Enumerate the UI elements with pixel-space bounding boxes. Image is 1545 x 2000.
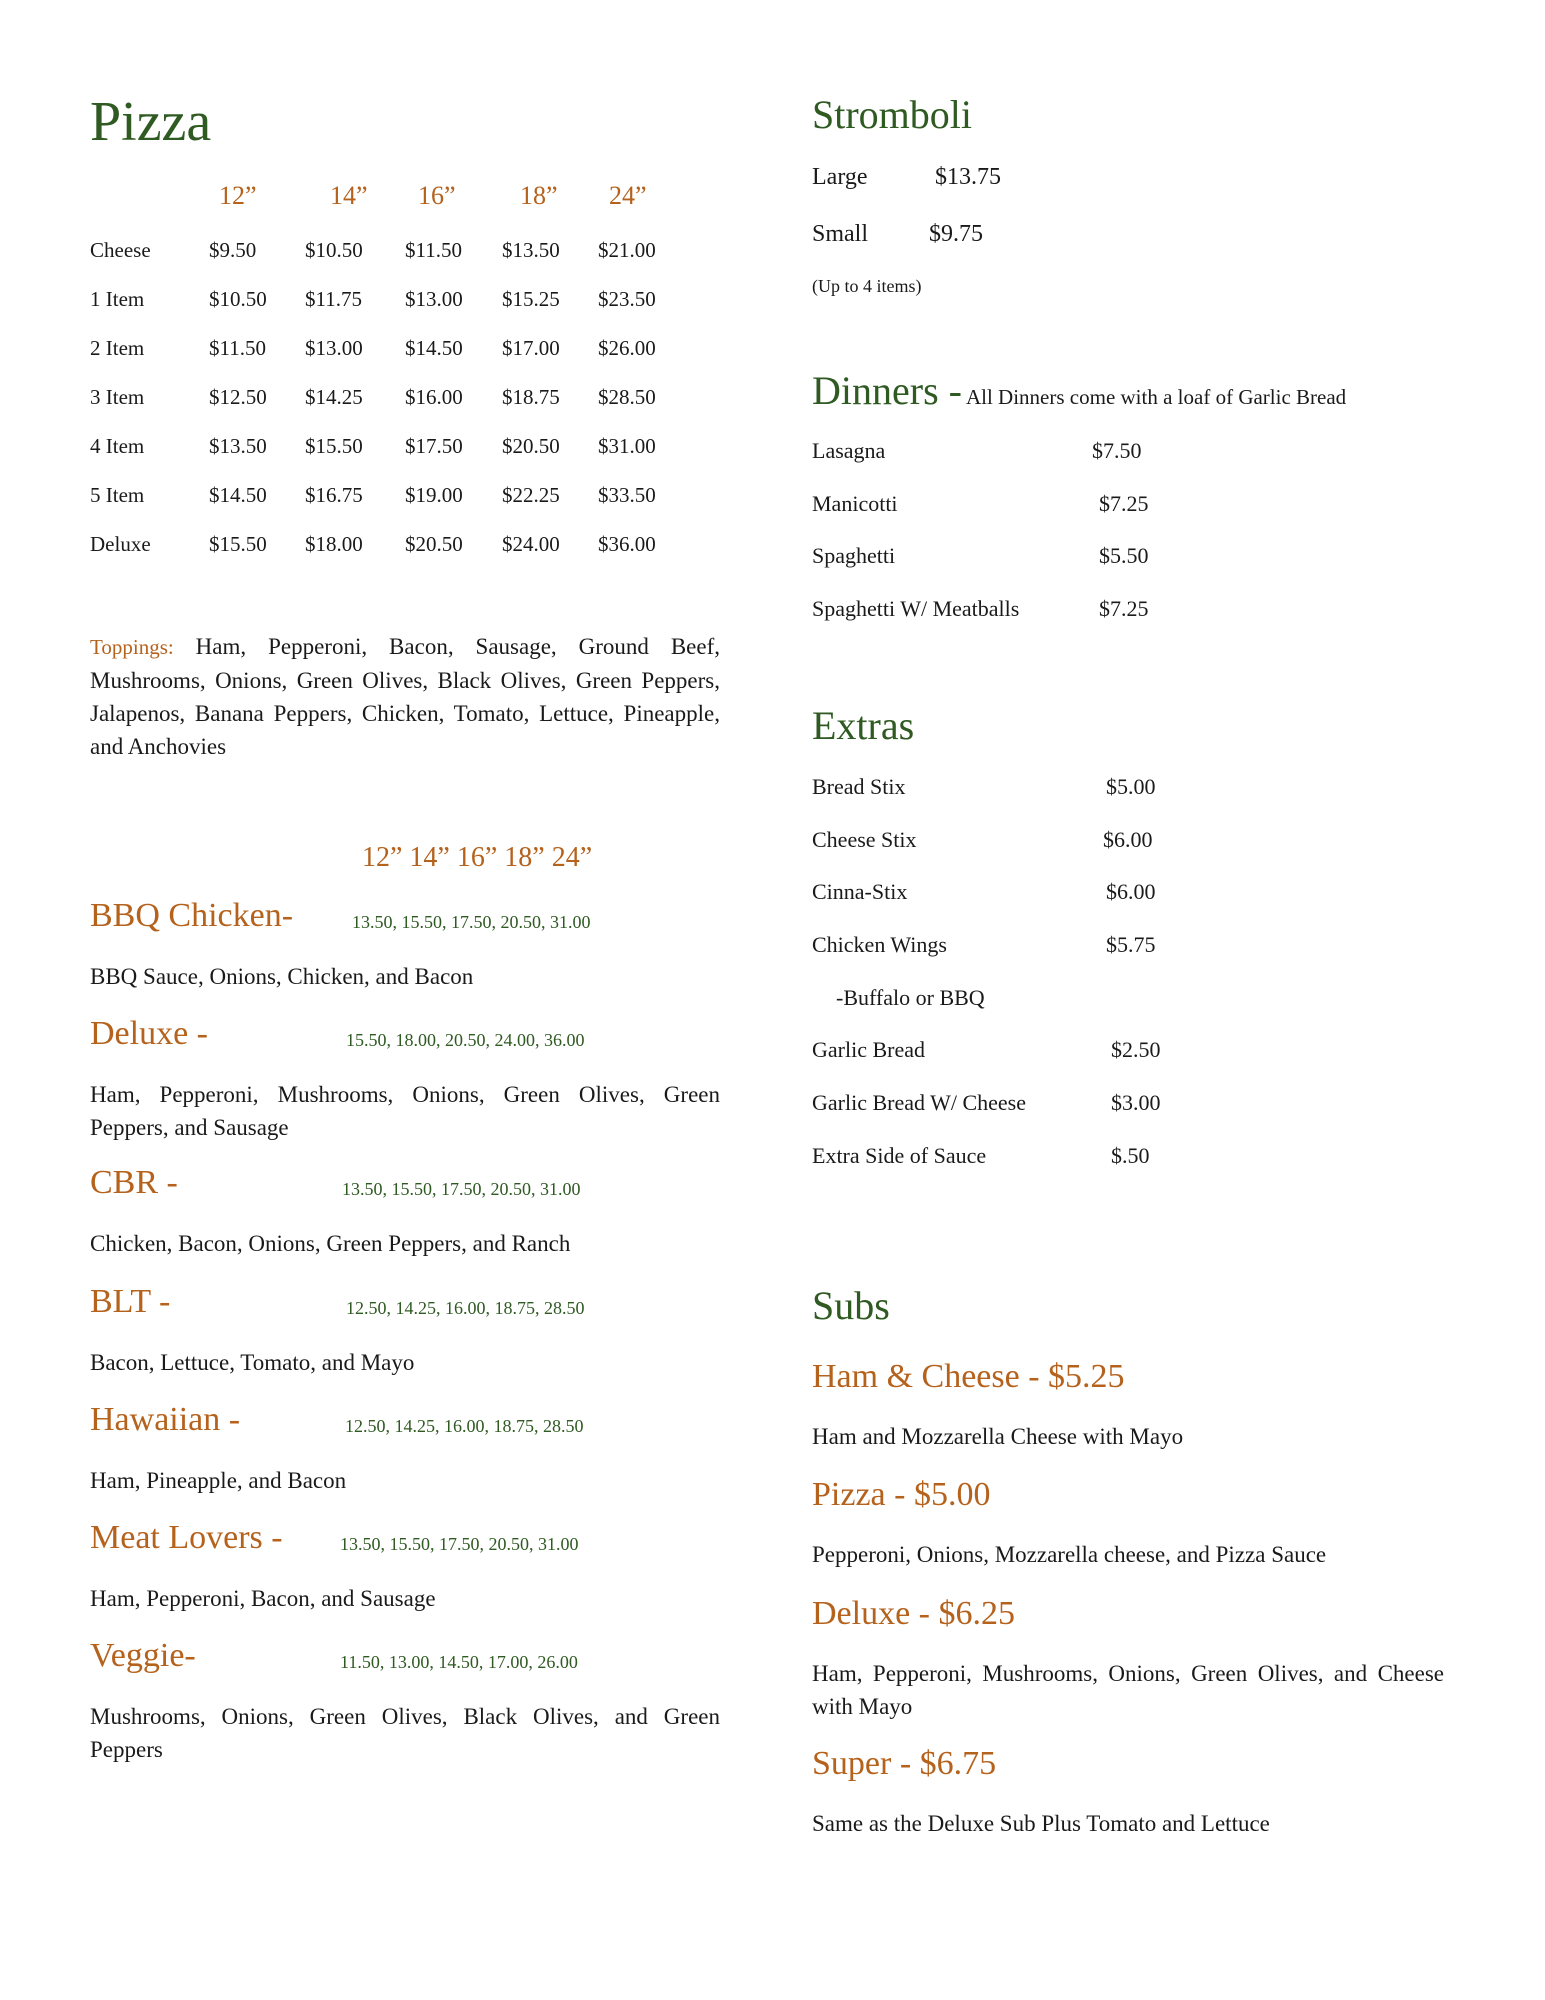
pizza-row-price: $22.25 <box>502 483 560 507</box>
stromboli-small-price: $9.75 <box>929 221 983 247</box>
size-12: 12” <box>219 181 257 210</box>
sub-name: Ham & Cheese - $5.25 <box>812 1358 1125 1395</box>
pizza-row-price: $10.50 <box>305 238 363 262</box>
specialty-prices: 12.50, 14.25, 16.00, 18.75, 28.50 <box>345 1416 584 1436</box>
pizza-row-price: $9.50 <box>209 238 257 262</box>
pizza-row-price: $19.00 <box>405 483 463 507</box>
specialty-name: BBQ Chicken- <box>90 897 294 934</box>
pizza-row-price: $14.50 <box>405 336 463 360</box>
specialty-description: Bacon, Lettuce, Tomato, and Mayo <box>90 1350 415 1375</box>
extra-item-price: $6.00 <box>1106 879 1156 904</box>
pizza-row-label: 1 Item <box>90 287 145 311</box>
dinners-subtitle: All Dinners come with a loaf of Garlic Bread <box>965 385 1347 409</box>
specialty-description: BBQ Sauce, Onions, Chicken, and Bacon <box>90 964 474 989</box>
specialty-name: Meat Lovers - <box>90 1519 283 1556</box>
dinners-title: Dinners - <box>812 368 962 413</box>
sub-name: Pizza - $5.00 <box>812 1476 991 1513</box>
pizza-row-price: $12.50 <box>209 385 267 409</box>
dinner-item-label: Lasagna <box>812 438 886 463</box>
pizza-row-label: Cheese <box>90 238 151 262</box>
pizza-row-price: $20.50 <box>405 532 463 556</box>
extra-item-label: Cheese Stix <box>812 827 917 852</box>
specialty-prices: 13.50, 15.50, 17.50, 20.50, 31.00 <box>352 912 591 932</box>
dinner-item-price: $5.50 <box>1099 543 1149 568</box>
sub-name: Deluxe - $6.25 <box>812 1595 1016 1632</box>
pizza-row-label: 3 Item <box>90 385 145 409</box>
pizza-row-price: $15.50 <box>305 434 363 458</box>
sub-description: Ham, Pepperoni, Mushrooms, Onions, Green Olives, and Cheese with Mayo <box>812 1661 1444 1719</box>
sub-description: Ham and Mozzarella Cheese with Mayo <box>812 1424 1184 1449</box>
extra-item-label: Garlic Bread W/ Cheese <box>812 1090 1027 1115</box>
extras-title: Extras <box>812 703 915 748</box>
pizza-row-price: $13.00 <box>305 336 363 360</box>
pizza-row-label: Deluxe <box>90 532 151 556</box>
extra-item-label: Chicken Wings <box>812 932 947 957</box>
toppings-paragraph <box>90 630 720 763</box>
specialty-description: Mushrooms, Onions, Green Olives, Black Olives, and Green Peppers <box>90 1704 720 1762</box>
pizza-row-price: $28.50 <box>598 385 656 409</box>
specialty-prices: 13.50, 15.50, 17.50, 20.50, 31.00 <box>340 1534 579 1554</box>
extra-item-price: $5.75 <box>1106 932 1156 957</box>
stromboli-small-label: Small <box>812 221 869 247</box>
specialty-prices: 11.50, 13.00, 14.50, 17.00, 26.00 <box>340 1652 578 1672</box>
pizza-row-label: 2 Item <box>90 336 145 360</box>
specialty-size-header: 12” 14” 16” 18” 24” <box>362 842 593 873</box>
dinner-item-price: $7.25 <box>1099 596 1149 621</box>
size-16: 16” <box>418 181 456 210</box>
size-18: 18” <box>520 181 558 210</box>
extra-item-label: Cinna-Stix <box>812 879 908 904</box>
toppings-text: Ham, Pepperoni, Bacon, Sausage, Ground Beef, Mushrooms, Onions, Green Olives, Black Olives, Green Peppers, Jalapenos, Banana Peppers, Chicken, Tomato, Lettuce, Pineapple, and Anchovies <box>90 634 721 759</box>
extra-item-price: $5.00 <box>1106 774 1156 799</box>
pizza-row-price: $15.50 <box>209 532 267 556</box>
extra-item-label: -Buffalo or BBQ <box>836 985 985 1010</box>
extra-item-price: $2.50 <box>1111 1037 1161 1062</box>
pizza-row-price: $24.00 <box>502 532 560 556</box>
pizza-row-price: $31.00 <box>598 434 656 458</box>
stromboli-note: (Up to 4 items) <box>812 276 922 296</box>
sub-description: Pepperoni, Onions, Mozzarella cheese, and Pizza Sauce <box>812 1542 1327 1567</box>
pizza-row-price: $14.50 <box>209 483 267 507</box>
specialty-name: Veggie- <box>90 1637 196 1674</box>
specialty-name: CBR - <box>90 1164 178 1201</box>
pizza-row-price: $21.00 <box>598 238 656 262</box>
specialty-prices: 12.50, 14.25, 16.00, 18.75, 28.50 <box>346 1298 585 1318</box>
specialty-description: Ham, Pepperoni, Bacon, and Sausage <box>90 1586 436 1611</box>
pizza-row-price: $17.50 <box>405 434 463 458</box>
toppings-label: Toppings: <box>90 635 174 659</box>
pizza-row-price: $11.75 <box>305 287 362 311</box>
specialty-description: Ham, Pineapple, and Bacon <box>90 1468 347 1493</box>
pizza-row-price: $16.75 <box>305 483 363 507</box>
pizza-row-price: $15.25 <box>502 287 560 311</box>
pizza-row-price: $33.50 <box>598 483 656 507</box>
specialty-prices: 15.50, 18.00, 20.50, 24.00, 36.00 <box>346 1030 585 1050</box>
stromboli-title: Stromboli <box>812 92 973 137</box>
specialty-name: Deluxe - <box>90 1015 209 1052</box>
pizza-row-price: $11.50 <box>209 336 266 360</box>
pizza-row-price: $11.50 <box>405 238 462 262</box>
pizza-row-price: $18.75 <box>502 385 560 409</box>
pizza-row-label: 5 Item <box>90 483 145 507</box>
extra-item-price: $3.00 <box>1111 1090 1161 1115</box>
stromboli-large-price: $13.75 <box>935 164 1001 190</box>
sub-description: Same as the Deluxe Sub Plus Tomato and Lettuce <box>812 1811 1270 1836</box>
extra-item-label: Extra Side of Sauce <box>812 1143 987 1168</box>
extra-item-label: Bread Stix <box>812 774 906 799</box>
pizza-row-price: $13.50 <box>502 238 560 262</box>
pizza-row-label: 4 Item <box>90 434 145 458</box>
pizza-row-price: $10.50 <box>209 287 267 311</box>
size-24: 24” <box>609 181 647 210</box>
extra-item-label: Garlic Bread <box>812 1037 925 1062</box>
stromboli-large-label: Large <box>812 164 868 190</box>
dinner-item-label: Manicotti <box>812 491 898 516</box>
extra-item-price: $.50 <box>1111 1143 1150 1168</box>
size-14: 14” <box>330 181 368 210</box>
specialty-description: Chicken, Bacon, Onions, Green Peppers, and Ranch <box>90 1231 571 1256</box>
specialty-prices: 13.50, 15.50, 17.50, 20.50, 31.00 <box>342 1179 581 1199</box>
pizza-row-price: $18.00 <box>305 532 363 556</box>
dinner-item-price: $7.50 <box>1092 438 1142 463</box>
pizza-row-price: $26.00 <box>598 336 656 360</box>
subs-title: Subs <box>812 1283 890 1328</box>
pizza-row-price: $16.00 <box>405 385 463 409</box>
specialty-name: BLT - <box>90 1283 171 1320</box>
sub-name: Super - $6.75 <box>812 1745 997 1782</box>
pizza-title: Pizza <box>90 91 212 153</box>
dinner-item-price: $7.25 <box>1099 491 1149 516</box>
dinner-item-label: Spaghetti W/ Meatballs <box>812 596 1020 621</box>
pizza-row-price: $23.50 <box>598 287 656 311</box>
pizza-row-price: $13.50 <box>209 434 267 458</box>
extra-item-price: $6.00 <box>1103 827 1153 852</box>
pizza-row-price: $36.00 <box>598 532 656 556</box>
pizza-row-price: $20.50 <box>502 434 560 458</box>
pizza-row-price: $17.00 <box>502 336 560 360</box>
specialty-description: Ham, Pepperoni, Mushrooms, Onions, Green Olives, Green Peppers, and Sausage <box>90 1082 720 1140</box>
dinner-item-label: Spaghetti <box>812 543 896 568</box>
specialty-name: Hawaiian - <box>90 1401 241 1438</box>
pizza-row-price: $13.00 <box>405 287 463 311</box>
pizza-row-price: $14.25 <box>305 385 363 409</box>
dinners-header <box>812 367 1346 414</box>
